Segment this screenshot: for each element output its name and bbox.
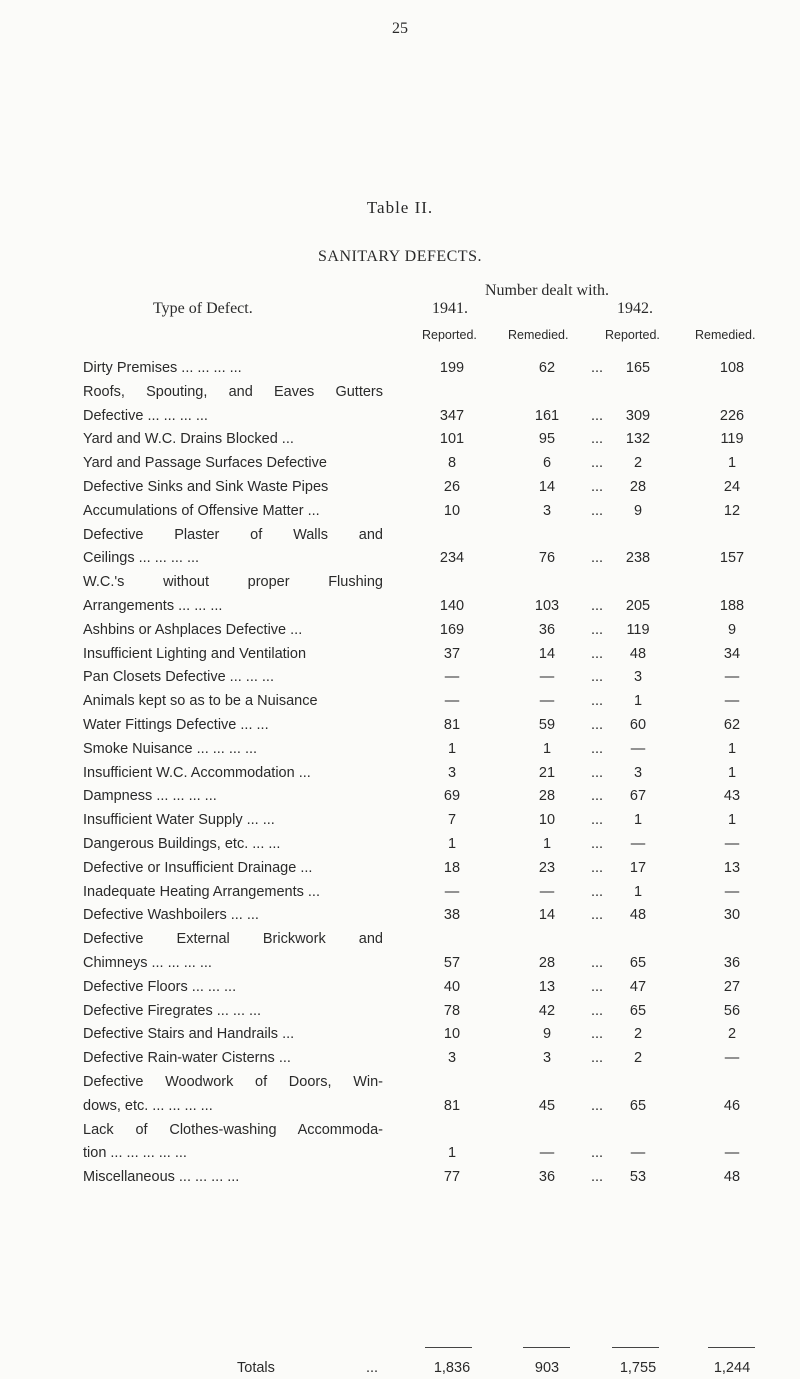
remedied-1941-cell: 76 bbox=[538, 550, 556, 567]
reported-1942-cell: 67 bbox=[629, 788, 647, 805]
remedied-1942-cell: 27 bbox=[723, 978, 741, 995]
table-row bbox=[0, 738, 800, 762]
table-row bbox=[0, 833, 800, 857]
defect-label bbox=[83, 1000, 383, 1024]
remedied-1942-cell: 43 bbox=[723, 788, 741, 805]
reported-1941-cell: 7 bbox=[447, 812, 457, 829]
remedied-1942-cell: 13 bbox=[723, 859, 741, 876]
defect-label-line: Defective External Brickwork and bbox=[83, 931, 383, 948]
table-row bbox=[0, 1023, 800, 1047]
defect-label-line: Insufficient Water Supply ... ... bbox=[83, 812, 275, 829]
defect-label-line: Water Fittings Defective ... ... bbox=[83, 717, 269, 733]
defect-label bbox=[83, 571, 383, 619]
reported-1942-cell: 3 bbox=[633, 764, 643, 781]
table-row bbox=[0, 357, 800, 381]
totals-label: Totals bbox=[237, 1360, 275, 1376]
totals-reported-1942: 1,755 bbox=[619, 1360, 657, 1376]
remedied-1941-cell: — bbox=[539, 669, 555, 686]
remedied-1941-cell: 14 bbox=[538, 645, 556, 662]
defect-label bbox=[83, 452, 383, 476]
table-row bbox=[0, 428, 800, 452]
defect-label bbox=[83, 762, 383, 786]
totals-remedied-1942: 1,244 bbox=[713, 1360, 751, 1376]
reported-1942-cell: 205 bbox=[625, 597, 651, 614]
remedied-1941-cell: 13 bbox=[538, 978, 556, 995]
defect-label bbox=[83, 785, 383, 809]
defect-label-line: W.C.'s without proper Flushing bbox=[83, 574, 383, 591]
defect-label-line: tion ... ... ... ... ... bbox=[83, 1145, 187, 1162]
table-row bbox=[0, 524, 800, 572]
remedied-1941-cell: 1 bbox=[542, 740, 552, 757]
leader-dots: ... bbox=[590, 597, 604, 614]
defect-label bbox=[83, 1047, 383, 1071]
table-heading: Table II. bbox=[366, 198, 434, 217]
reported-1942-cell: 132 bbox=[625, 431, 651, 448]
number-dealt-header: Number dealt with. bbox=[485, 282, 609, 299]
defect-label-line: Defective Washboilers ... ... bbox=[83, 907, 259, 924]
reported-1941-cell: 234 bbox=[439, 550, 465, 567]
remedied-1941-cell: 14 bbox=[538, 479, 556, 495]
remedied-1941-cell: 1 bbox=[542, 836, 552, 852]
reported-1941-cell: 77 bbox=[443, 1169, 461, 1186]
leader-dots: ... bbox=[590, 645, 604, 662]
defect-label-line: Defective ... ... ... ... bbox=[83, 407, 208, 424]
reported-1941-cell: 81 bbox=[443, 1097, 461, 1114]
remedied-1942-cell: 188 bbox=[719, 597, 745, 614]
remedied-1941-cell: 62 bbox=[538, 360, 556, 376]
leader-dots: ... bbox=[590, 502, 604, 519]
table-row bbox=[0, 904, 800, 928]
remedied-1942-cell: 36 bbox=[723, 954, 741, 971]
leader-dots: ... bbox=[590, 1026, 604, 1043]
leader-dots: ... bbox=[590, 455, 604, 472]
leader-dots: ... bbox=[590, 1050, 604, 1067]
reported-1941-cell: 199 bbox=[439, 360, 465, 376]
leader-dots: ... bbox=[590, 1169, 604, 1186]
reported-1941-cell: 37 bbox=[443, 645, 461, 662]
reported-1942-cell: 17 bbox=[629, 859, 647, 876]
remedied-1942-cell: 9 bbox=[727, 621, 737, 638]
remedied-1941-cell: 23 bbox=[538, 859, 556, 876]
defect-label-line: Ceilings ... ... ... ... bbox=[83, 550, 200, 567]
defect-label-line: Roofs, Spouting, and Eaves Gutters bbox=[83, 383, 383, 400]
reported-1941-cell: — bbox=[444, 883, 460, 900]
year-1942-header: 1942. bbox=[617, 300, 653, 317]
defect-label bbox=[83, 1166, 383, 1190]
defect-label bbox=[83, 857, 383, 881]
type-of-defect-header: Type of Defect. bbox=[153, 300, 253, 317]
leader-dots: ... bbox=[590, 859, 604, 876]
remedied-1942-cell: 1 bbox=[727, 812, 737, 829]
reported-1942-cell: — bbox=[630, 740, 646, 757]
defect-label bbox=[83, 500, 383, 524]
reported-1942-header: Reported. bbox=[605, 328, 660, 342]
defect-label-line: Defective Stairs and Handrails ... bbox=[83, 1026, 295, 1043]
remedied-1941-cell: 28 bbox=[538, 954, 556, 971]
defect-label bbox=[83, 476, 383, 500]
remedied-1942-cell: — bbox=[724, 836, 740, 852]
defect-label-line: Defective Sinks and Sink Waste Pipes bbox=[83, 479, 329, 495]
leader-dots: ... bbox=[590, 407, 604, 424]
remedied-1942-cell: 1 bbox=[727, 764, 737, 781]
remedied-1942-cell: 34 bbox=[723, 645, 741, 662]
table-row bbox=[0, 1166, 800, 1190]
reported-1941-cell: — bbox=[444, 669, 460, 686]
reported-1942-cell: 47 bbox=[629, 978, 647, 995]
remedied-1941-cell: 103 bbox=[534, 597, 560, 614]
reported-1941-cell: 69 bbox=[443, 788, 461, 805]
defect-label bbox=[83, 1023, 383, 1047]
leader-dots: ... bbox=[590, 1145, 604, 1162]
rule-1941-reported bbox=[425, 1347, 472, 1348]
leader-dots: ... bbox=[590, 717, 604, 733]
remedied-1942-cell: 56 bbox=[723, 1002, 741, 1019]
remedied-1942-cell: 62 bbox=[723, 717, 741, 733]
reported-1941-cell: 40 bbox=[443, 978, 461, 995]
defect-label-line: Ashbins or Ashplaces Defective ... bbox=[83, 621, 303, 638]
table-row bbox=[0, 857, 800, 881]
remedied-1941-cell: 36 bbox=[538, 1169, 556, 1186]
remedied-1941-cell: — bbox=[539, 1145, 555, 1162]
defect-label bbox=[83, 666, 383, 690]
table-row bbox=[0, 666, 800, 690]
reported-1942-cell: — bbox=[630, 836, 646, 852]
defect-label bbox=[83, 428, 383, 452]
remedied-1941-cell: — bbox=[539, 883, 555, 900]
defect-label-line: Chimneys ... ... ... ... bbox=[83, 954, 212, 971]
remedied-1941-cell: 95 bbox=[538, 431, 556, 448]
reported-1941-cell: 26 bbox=[443, 479, 461, 495]
table-row bbox=[0, 1000, 800, 1024]
remedied-1942-cell: — bbox=[724, 1145, 740, 1162]
reported-1942-cell: 309 bbox=[625, 407, 651, 424]
table-row bbox=[0, 643, 800, 667]
defect-label bbox=[83, 1119, 383, 1167]
defect-label-line: Lack of Clothes-washing Accommoda- bbox=[83, 1121, 383, 1138]
reported-1941-cell: 57 bbox=[443, 954, 461, 971]
remedied-1941-cell: 161 bbox=[534, 407, 560, 424]
reported-1942-cell: 28 bbox=[629, 479, 647, 495]
table-row bbox=[0, 476, 800, 500]
defect-label-line: Miscellaneous ... ... ... ... bbox=[83, 1169, 240, 1186]
defect-label-line: Accumulations of Offensive Matter ... bbox=[83, 502, 320, 519]
remedied-1941-cell: 14 bbox=[538, 907, 556, 924]
reported-1941-cell: 38 bbox=[443, 907, 461, 924]
remedied-1942-cell: — bbox=[724, 883, 740, 900]
remedied-1941-cell: 28 bbox=[538, 788, 556, 805]
remedied-1942-cell: — bbox=[724, 693, 740, 710]
table-row bbox=[0, 619, 800, 643]
table-row bbox=[0, 452, 800, 476]
remedied-1942-cell: 48 bbox=[723, 1169, 741, 1186]
reported-1942-cell: 48 bbox=[629, 645, 647, 662]
defect-label-line: Defective Woodwork of Doors, Win- bbox=[83, 1074, 383, 1090]
remedied-1941-cell: 3 bbox=[542, 502, 552, 519]
remedied-1942-cell: 24 bbox=[723, 479, 741, 495]
reported-1942-cell: 1 bbox=[633, 883, 643, 900]
reported-1941-cell: 1 bbox=[447, 740, 457, 757]
leader-dots: ... bbox=[590, 954, 604, 971]
rule-1942-remedied bbox=[708, 1347, 755, 1348]
remedied-1941-cell: 6 bbox=[542, 455, 552, 472]
defect-label bbox=[83, 381, 383, 429]
reported-1941-cell: 10 bbox=[443, 502, 461, 519]
totals-reported-1941: 1,836 bbox=[433, 1360, 471, 1376]
leader-dots: ... bbox=[590, 479, 604, 495]
defect-label bbox=[83, 1071, 383, 1119]
defect-label-line: Defective Firegrates ... ... ... bbox=[83, 1002, 262, 1019]
remedied-1941-cell: 3 bbox=[542, 1050, 552, 1067]
defect-label-line: Animals kept so as to be a Nuisance bbox=[83, 693, 318, 710]
remedied-1941-cell: — bbox=[539, 693, 555, 710]
reported-1941-cell: 101 bbox=[439, 431, 465, 448]
table-row bbox=[0, 762, 800, 786]
reported-1941-cell: 3 bbox=[447, 764, 457, 781]
defect-label-line: Pan Closets Defective ... ... ... bbox=[83, 669, 274, 686]
reported-1941-cell: 1 bbox=[447, 836, 457, 852]
table-row bbox=[0, 1047, 800, 1071]
leader-dots: ... bbox=[590, 764, 604, 781]
defect-label bbox=[83, 357, 383, 381]
leader-dots: ... bbox=[590, 669, 604, 686]
defect-label bbox=[83, 833, 383, 857]
leader-dots: ... bbox=[590, 1002, 604, 1019]
remedied-1941-cell: 45 bbox=[538, 1097, 556, 1114]
table-row bbox=[0, 928, 800, 976]
leader-dots: ... bbox=[590, 693, 604, 710]
defect-label bbox=[83, 690, 383, 714]
table-row bbox=[0, 381, 800, 429]
defect-label-line: Inadequate Heating Arrangements ... bbox=[83, 883, 320, 900]
reported-1941-cell: 3 bbox=[447, 1050, 457, 1067]
reported-1942-cell: 119 bbox=[626, 621, 650, 638]
defect-label bbox=[83, 881, 383, 905]
reported-1941-cell: 8 bbox=[447, 455, 457, 472]
reported-1942-cell: 3 bbox=[633, 669, 643, 686]
table-row bbox=[0, 881, 800, 905]
reported-1941-cell: 10 bbox=[443, 1026, 461, 1043]
remedied-1941-cell: 21 bbox=[538, 764, 556, 781]
reported-1942-cell: 238 bbox=[625, 550, 651, 567]
reported-1942-cell: 48 bbox=[629, 907, 647, 924]
defect-label-line: dows, etc. ... ... ... ... bbox=[83, 1097, 213, 1114]
remedied-1942-cell: 2 bbox=[727, 1026, 737, 1043]
remedied-1942-header: Remedied. bbox=[695, 328, 756, 342]
table-row bbox=[0, 1119, 800, 1167]
reported-1942-cell: 2 bbox=[633, 1050, 643, 1067]
leader-dots: ... bbox=[590, 883, 604, 900]
remedied-1941-cell: 36 bbox=[538, 621, 556, 638]
reported-1941-header: Reported. bbox=[422, 328, 477, 342]
leader-dots: ... bbox=[590, 621, 604, 638]
remedied-1941-cell: 10 bbox=[538, 812, 556, 829]
defect-label bbox=[83, 738, 383, 762]
leader-dots: ... bbox=[590, 550, 604, 567]
remedied-1942-cell: 1 bbox=[727, 740, 737, 757]
table-row bbox=[0, 1071, 800, 1119]
remedied-1941-cell: 9 bbox=[542, 1026, 552, 1043]
defect-label bbox=[83, 976, 383, 1000]
reported-1941-cell: 347 bbox=[439, 407, 465, 424]
defect-label bbox=[83, 928, 383, 976]
defect-label-line: Defective or Insufficient Drainage ... bbox=[83, 859, 313, 876]
table-row bbox=[0, 571, 800, 619]
rule-1942-reported bbox=[612, 1347, 659, 1348]
reported-1941-cell: 81 bbox=[443, 717, 461, 733]
remedied-1942-cell: 157 bbox=[719, 550, 745, 567]
defect-label bbox=[83, 809, 383, 833]
reported-1942-cell: 65 bbox=[629, 1097, 647, 1114]
defect-label-line: Dirty Premises ... ... ... ... bbox=[83, 360, 242, 376]
leader-dots: ... bbox=[590, 788, 604, 805]
defect-label-line: Yard and W.C. Drains Blocked ... bbox=[83, 431, 294, 448]
remedied-1941-header: Remedied. bbox=[508, 328, 569, 342]
defect-label-line: Yard and Passage Surfaces Defective bbox=[83, 455, 327, 472]
reported-1942-cell: 53 bbox=[629, 1169, 647, 1186]
page-number: 25 bbox=[392, 20, 408, 37]
table-row bbox=[0, 714, 800, 738]
leader-dots: ... bbox=[590, 812, 604, 829]
defect-label bbox=[83, 524, 383, 572]
reported-1942-cell: 2 bbox=[633, 455, 643, 472]
defect-label-line: Arrangements ... ... ... bbox=[83, 597, 223, 614]
reported-1942-cell: 65 bbox=[629, 1002, 647, 1019]
reported-1942-cell: 60 bbox=[629, 717, 647, 733]
reported-1942-cell: 9 bbox=[633, 502, 643, 519]
defect-label-line: Defective Floors ... ... ... bbox=[83, 978, 237, 995]
reported-1942-cell: 1 bbox=[633, 693, 643, 710]
remedied-1941-cell: 42 bbox=[538, 1002, 556, 1019]
table-row bbox=[0, 809, 800, 833]
reported-1941-cell: 1 bbox=[447, 1145, 457, 1162]
table-row bbox=[0, 785, 800, 809]
table-row bbox=[0, 500, 800, 524]
remedied-1942-cell: 30 bbox=[723, 907, 741, 924]
leader-dots: ... bbox=[590, 907, 604, 924]
table-row bbox=[0, 690, 800, 714]
totals-remedied-1941: 903 bbox=[534, 1360, 560, 1376]
remedied-1941-cell: 59 bbox=[538, 717, 556, 733]
remedied-1942-cell: — bbox=[724, 669, 740, 686]
leader-dots: ... bbox=[590, 360, 604, 376]
remedied-1942-cell: 12 bbox=[723, 502, 741, 519]
defect-label-line: Smoke Nuisance ... ... ... ... bbox=[83, 740, 258, 757]
defect-label bbox=[83, 714, 383, 738]
defect-label-line: Defective Rain-water Cisterns ... bbox=[83, 1050, 291, 1067]
remedied-1942-cell: 108 bbox=[719, 360, 745, 376]
defect-label-line: Defective Plaster of Walls and bbox=[83, 526, 383, 543]
leader-dots: ... bbox=[590, 836, 604, 852]
table-title: SANITARY DEFECTS. bbox=[318, 248, 482, 265]
remedied-1942-cell: — bbox=[724, 1050, 740, 1067]
reported-1942-cell: 65 bbox=[629, 954, 647, 971]
remedied-1942-cell: 226 bbox=[719, 407, 745, 424]
leader-dots: ... bbox=[590, 740, 604, 757]
reported-1941-cell: 140 bbox=[439, 597, 465, 614]
reported-1942-cell: 165 bbox=[625, 360, 651, 376]
defect-label-line: Insufficient W.C. Accommodation ... bbox=[83, 764, 311, 781]
leader-dots: ... bbox=[590, 431, 604, 448]
defect-label bbox=[83, 904, 383, 928]
reported-1942-cell: — bbox=[630, 1145, 646, 1162]
defect-label-line: Dangerous Buildings, etc. ... ... bbox=[83, 836, 281, 852]
reported-1942-cell: 1 bbox=[633, 812, 643, 829]
defect-label-line: Insufficient Lighting and Ventilation bbox=[83, 645, 307, 662]
reported-1942-cell: 2 bbox=[633, 1026, 643, 1043]
leader-dots: ... bbox=[590, 1097, 604, 1114]
reported-1941-cell: 169 bbox=[439, 621, 465, 638]
reported-1941-cell: 18 bbox=[443, 859, 461, 876]
defect-label bbox=[83, 619, 383, 643]
leader-dots: ... bbox=[590, 978, 604, 995]
defect-label-line: Dampness ... ... ... ... bbox=[83, 788, 217, 805]
remedied-1942-cell: 1 bbox=[727, 455, 737, 472]
year-1941-header: 1941. bbox=[432, 300, 468, 317]
rule-1941-remedied bbox=[523, 1347, 570, 1348]
remedied-1942-cell: 46 bbox=[723, 1097, 741, 1114]
defect-label bbox=[83, 643, 383, 667]
totals-dots: ... bbox=[366, 1360, 379, 1376]
table-row bbox=[0, 976, 800, 1000]
remedied-1942-cell: 119 bbox=[720, 431, 744, 448]
reported-1941-cell: — bbox=[444, 693, 460, 710]
reported-1941-cell: 78 bbox=[443, 1002, 461, 1019]
